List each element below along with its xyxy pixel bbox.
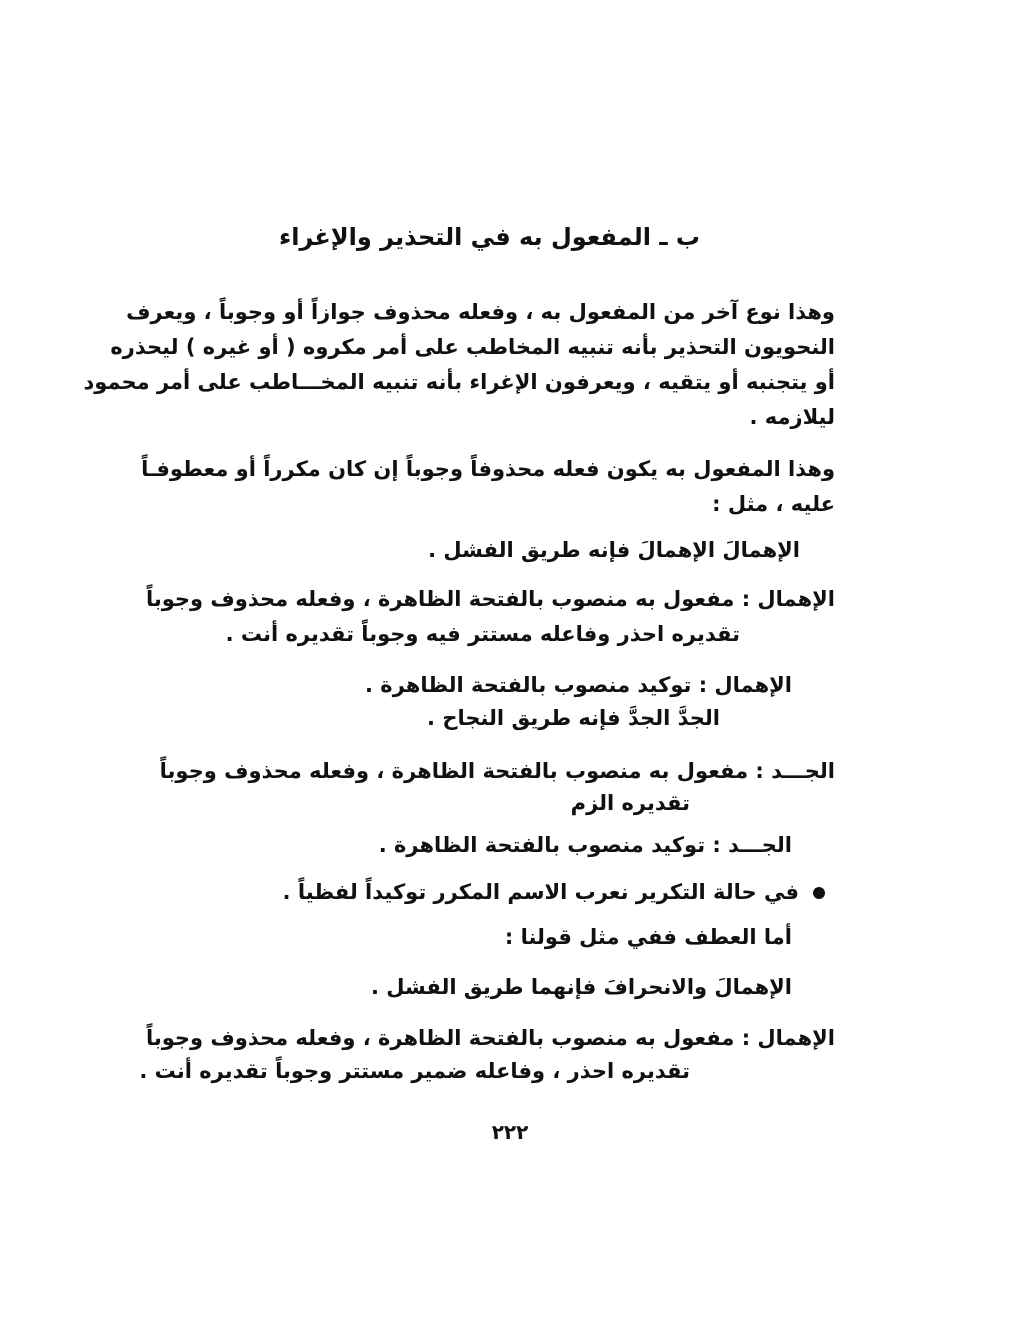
intro-line-1: وهذا نوع آخر من المفعول به ، وفعله محذوف جوازاً أو وجوباً ، ويعرف bbox=[126, 300, 835, 324]
example1-analysis1-line2: تقديره احذر وفاعله مستتر فيه وجوباً تقديره أنت . bbox=[225, 622, 740, 646]
repetition-note-text: في حالة التكرير نعرب الاسم المكرر توكيداً لفظياً . bbox=[282, 880, 799, 904]
example2-analysis2: الجـــد : توكيد منصوب بالفتحة الظاهرة . bbox=[378, 833, 792, 857]
example1-sentence: الإهمالَ الإهمالَ فإنه طريق الفشل . bbox=[428, 538, 800, 562]
rule-line-1: وهذا المفعول به يكون فعله محذوفاً وجوباً إن كان مكرراً أو معطوفـاً bbox=[141, 457, 835, 481]
intro-line-4: ليلازمه . bbox=[749, 405, 835, 429]
example2-analysis1-line1: الجـــد : مفعول به منصوب بالفتحة الظاهرة ، وفعله محذوف وجوباً bbox=[159, 759, 835, 783]
example3-analysis1-line2: تقديره احذر ، وفاعله ضمير مستتر وجوباً تقديره أنت . bbox=[139, 1059, 690, 1083]
page-number: ٢٢٢ bbox=[491, 1120, 529, 1144]
example1-analysis1-line1: الإهمال : مفعول به منصوب بالفتحة الظاهرة ، وفعله محذوف وجوباً bbox=[145, 587, 835, 611]
section-heading: ب ـ المفعول به في التحذير والإغراء bbox=[278, 223, 700, 251]
conjunction-intro: أما العطف ففي مثل قولنا : bbox=[504, 925, 792, 949]
example2-sentence: الجدَّ الجدَّ فإنه طريق النجاح . bbox=[427, 706, 720, 730]
rule-line-2: عليه ، مثل : bbox=[712, 492, 835, 516]
bullet-icon bbox=[813, 887, 825, 899]
intro-line-2: النحويون التحذير بأنه تنبيه المخاطب على أمر مكروه ( أو غيره ) ليحذره bbox=[110, 335, 835, 359]
intro-line-3: أو يتجنبه أو يتقيه ، ويعرفون الإغراء بأنه تنبيه المخـــاطب على أمر محمود bbox=[83, 370, 835, 394]
repetition-note bbox=[283, 877, 825, 907]
example3-analysis1-line1: الإهمال : مفعول به منصوب بالفتحة الظاهرة ، وفعله محذوف وجوباً bbox=[145, 1026, 835, 1050]
example1-analysis2: الإهمال : توكيد منصوب بالفتحة الظاهرة . bbox=[365, 673, 792, 697]
example3-sentence: الإهمالَ والانحرافَ فإنهما طريق الفشل . bbox=[371, 975, 792, 999]
example2-analysis1-line2: تقديره الزم bbox=[570, 791, 690, 815]
